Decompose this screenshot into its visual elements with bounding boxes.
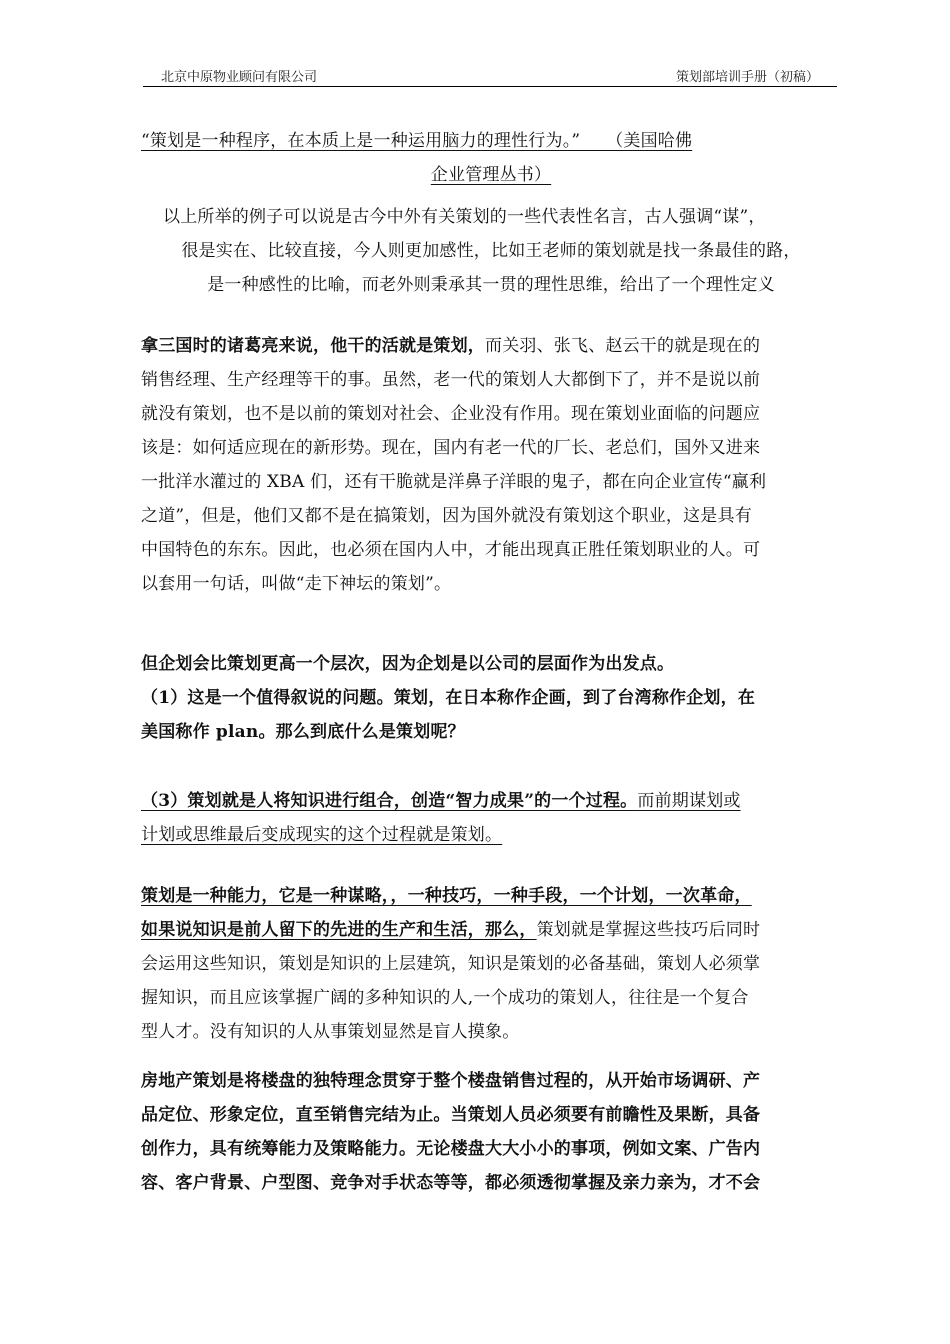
ability-line-3: 会运用这些知识，策划是知识的上层建筑，知识是策划的必备基础，策划人必须掌	[141, 954, 761, 974]
realestate-paragraph	[141, 1064, 841, 1200]
planning-paragraph	[141, 647, 841, 749]
planning-line-1: 但企划会比策划更高一个层次，因为企划是以公司的层面作为出发点。	[141, 654, 675, 674]
summary-line-3: 是一种感性的比喻，而老外则秉承其一贯的理性思维，给出了一个理性定义	[207, 275, 775, 295]
realestate-line-3: 创作力，具有统筹能力及策略能力。无论楼盘大大小小的事项，例如文案、广告内	[141, 1139, 761, 1159]
ability-bold-lead: 如果说知识是前人留下的先进的生产和生活，那么，	[141, 920, 537, 940]
page-header	[143, 66, 837, 87]
process-bold-lead: （3）策划就是人将知识进行组合，创造“智力成果”的一个过程。	[141, 791, 638, 811]
quote-line-2: 企业管理丛书）	[430, 165, 552, 185]
zhuge-line-8: 以套用一句话，叫做“走下神坛的策划”。	[141, 574, 452, 594]
zhuge-line-6: 之道”，但是，他们又都不是在搞策划，因为国外就没有策划这个职业，这是具有	[141, 506, 752, 526]
process-line-1-rest: 而前期谋划或	[637, 791, 741, 811]
header-company: 北京中原物业顾问有限公司	[161, 70, 318, 85]
quote-paragraph	[141, 124, 841, 192]
summary-paragraph	[141, 200, 841, 302]
summary-line-2: 很是实在、比较直接，今人则更加感性，比如王老师的策划就是找一条最佳的路，	[181, 241, 801, 261]
zhuge-line-3: 就没有策划，也不是以前的策划对社会、企业没有作用。现在策划业面临的问题应	[141, 404, 761, 424]
ability-line-2-rest: 策划就是掌握这些技巧后同时	[536, 920, 761, 940]
quote-line-1: “策划是一种程序，在本质上是一种运用脑力的理性行为。” （美国哈佛	[141, 131, 693, 151]
process-line-2: 计划或思维最后变成现实的这个过程就是策划。	[141, 825, 503, 845]
realestate-line-1: 房地产策划是将楼盘的独特理念贯穿于整个楼盘销售过程的，从开始市场调研、产	[141, 1071, 761, 1091]
zhuge-line-1-rest: 而关羽、张飞、赵云干的就是现在的	[485, 336, 761, 356]
zhuge-paragraph	[141, 329, 841, 601]
planning-line-2: （1）这是一个值得叙说的问题。策划，在日本称作企画，到了台湾称作企划，在	[141, 688, 756, 708]
realestate-line-4: 容、客户背景、户型图、竞争对手状态等等，都必须透彻掌握及亲力亲为，才不会	[141, 1173, 761, 1193]
zhuge-bold-lead: 拿三国时的诸葛亮来说，他干的活就是策划，	[141, 336, 485, 356]
ability-line-4: 握知识，而且应该掌握广阔的多种知识的人,一个成功的策划人，往往是一个复合	[141, 988, 749, 1008]
header-manual-title: 策划部培训手册（初稿）	[675, 70, 819, 85]
realestate-line-2: 品定位、形象定位，直至销售完结为止。当策划人员必须要有前瞻性及果断，具备	[141, 1105, 761, 1125]
zhuge-line-5: 一批洋水灌过的 XBA 们，还有干脆就是洋鼻子洋眼的鬼子，都在向企业宣传“赢利	[141, 472, 767, 492]
zhuge-line-4: 该是：如何适应现在的新形势。现在，国内有老一代的厂长、老总们，国外又进来	[141, 438, 761, 458]
ability-paragraph	[141, 879, 841, 1049]
ability-line-5: 型人才。没有知识的人从事策划显然是盲人摸象。	[141, 1022, 520, 1042]
ability-line-1: 策划是一种能力，它是一种谋略，，一种技巧，一种手段，一个计划，一次革命，	[141, 886, 752, 906]
process-paragraph	[141, 784, 841, 852]
planning-line-3: 美国称作 plan。那么到底什么是策划呢？	[141, 722, 465, 742]
zhuge-line-2: 销售经理、生产经理等干的事。虽然，老一代的策划人大都倒下了，并不是说以前	[141, 370, 761, 390]
zhuge-line-7: 中国特色的东东。因此，也必须在国内人中，才能出现真正胜任策划职业的人。可	[141, 540, 761, 560]
summary-line-1: 以上所举的例子可以说是古今中外有关策划的一些代表性名言，古人强调“谋”，	[163, 207, 766, 227]
